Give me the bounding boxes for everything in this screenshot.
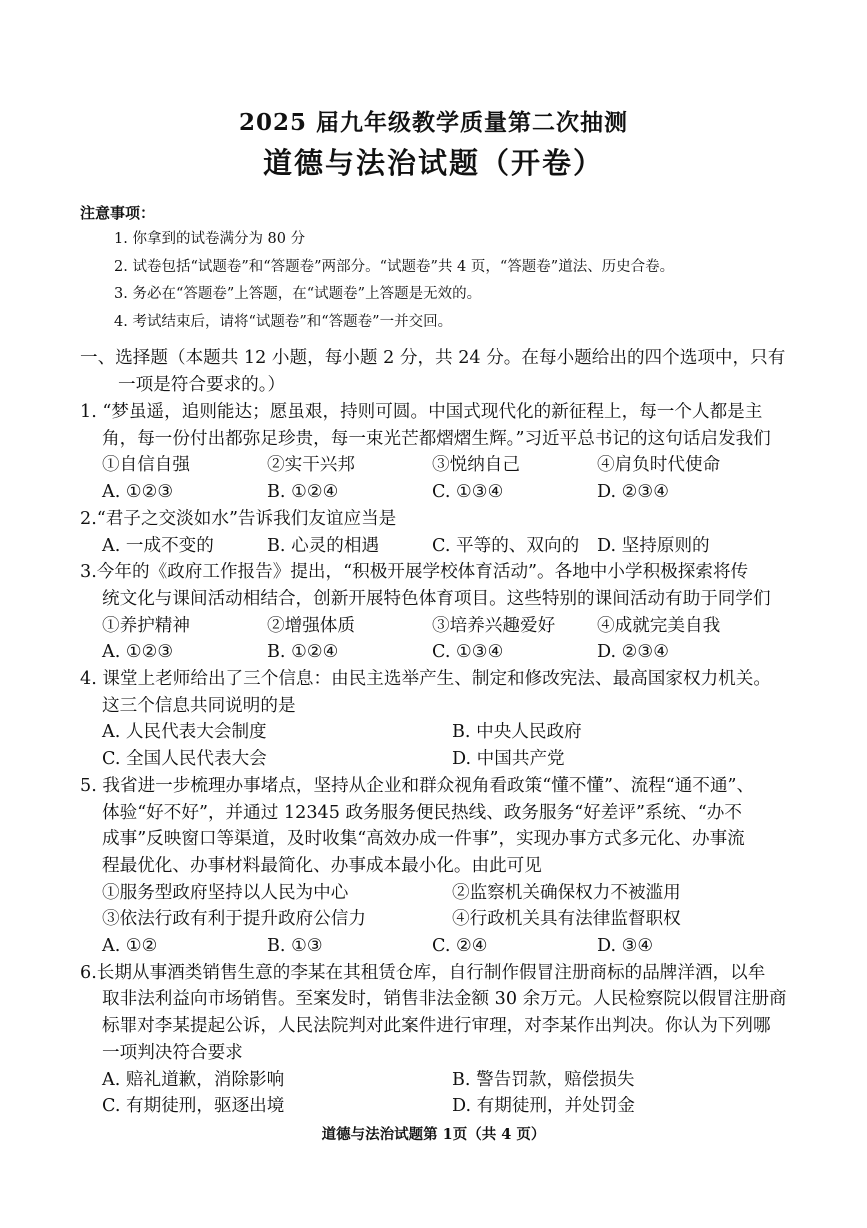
answer-option: D. ②③④: [597, 642, 669, 663]
answer-option: B. 心灵的相遇: [267, 535, 380, 556]
option-row: [80, 639, 805, 666]
question-6: [80, 960, 805, 1120]
question-1: [80, 399, 805, 506]
question-stem-line: 体验“好不好”，并通过 12345 政务服务便民热线、政务服务“好差评”系统、“办不: [102, 802, 742, 823]
option-row: [80, 479, 805, 506]
question-stem-line: 标罪对李某提起公诉，人民法院判对此案件进行审理，对李某作出判决。你认为下列哪: [102, 1016, 771, 1037]
note-item: 1. 你拿到的试卷满分为 80 分: [114, 231, 306, 247]
notes-block: [80, 200, 674, 336]
question-stem-line: 一项判决符合要求: [102, 1042, 243, 1063]
notes-heading: 注意事项：: [80, 204, 156, 222]
note-item: 4. 考试结束后，请将“试题卷”和“答题卷”一并交回。: [114, 313, 453, 330]
question-stem-line: 4. 课堂上老师给出了三个信息：由民主选举产生、制定和修改宪法、最高国家权力机关。: [80, 669, 771, 690]
note-item: 3. 务必在“答题卷”上答题，在“试题卷”上答题是无效的。: [114, 286, 482, 302]
question-stem-line: 1. “梦虽遥，追则能达；愿虽艰，持则可圆。中国式现代化的新征程上，每一个人都是主: [80, 402, 763, 422]
choice-item: ③悦纳自己: [432, 455, 520, 476]
answer-option: C. ①③④: [432, 482, 504, 503]
answer-option: D. 有期徒刑，并处罚金: [452, 1096, 636, 1117]
choice-item: ②监察机关确保权力不被滥用: [452, 882, 681, 903]
answer-option: D. ②③④: [597, 482, 669, 503]
option-row: [80, 533, 805, 560]
choice-item: ④成就完美自我: [597, 615, 721, 636]
answer-option: C. ①③④: [432, 642, 504, 663]
option-row: [80, 1067, 805, 1094]
question-5: [80, 773, 805, 960]
choice-row: [80, 452, 805, 479]
exam-subtitle: 道德与法治试题（开卷）: [262, 146, 604, 180]
answer-option: B. 中央人民政府: [452, 722, 582, 743]
option-row: [80, 719, 805, 746]
choice-item: ①自信自强: [102, 455, 190, 476]
page-footer: 道德与法治试题第 1页（共 4 页）: [321, 1126, 546, 1143]
answer-option: A. 人民代表大会制度: [102, 722, 267, 743]
choice-item: ②实干兴邦: [267, 455, 355, 476]
choice-item: ①养护精神: [102, 615, 190, 636]
answer-option: D. 中国共产党: [452, 749, 565, 770]
answer-option: D. 坚持原则的: [597, 535, 710, 556]
section-heading-line: 一、选择题（本题共 12 小题，每小题 2 分，共 24 分。在每小题给出的四个选项中，只有: [80, 348, 786, 368]
answer-option: B. 警告罚款，赔偿损失: [452, 1069, 635, 1090]
question-stem-line: 3.今年的《政府工作报告》提出，“积极开展学校体育活动”。各地中小学积极探索将传: [80, 562, 749, 583]
choice-item: ③培养兴趣爱好: [432, 615, 556, 636]
answer-option: A. ①②③: [102, 482, 174, 503]
question-stem-line: 5. 我省进一步梳理办事堵点，坚持从企业和群众视角看政策“懂不懂”、流程“通不通”、: [80, 775, 755, 796]
question-2: [80, 506, 805, 559]
answer-option: C. 有期徒刑，驱逐出境: [102, 1096, 285, 1117]
answer-option: B. ①③: [267, 936, 323, 957]
question-section: [80, 345, 805, 1120]
question-3: [80, 559, 805, 666]
answer-option: A. 赔礼道歉，消除影响: [102, 1069, 285, 1090]
question-stem-line: 程最优化、办事材料最简化、办事成本最小化。由此可见: [102, 855, 542, 876]
option-row: [80, 746, 805, 773]
question-stem-line: 统文化与课间活动相结合，创新开展特色体育项目。这些特别的课间活动有助于同学们: [102, 588, 771, 609]
answer-option: C. 平等的、双向的: [432, 535, 580, 556]
exam-title: 2025 届九年级教学质量第二次抽测: [238, 109, 629, 136]
section-heading-line: 一项是符合要求的。）: [118, 375, 286, 395]
answer-option: A. ①②: [102, 936, 158, 957]
answer-option: B. ①②④: [267, 482, 339, 503]
answer-option: C. 全国人民代表大会: [102, 749, 267, 770]
choice-item: ①服务型政府坚持以人民为中心: [102, 882, 349, 903]
question-stem-line: 角，每一份付出都弥足珍贵，每一束光芒都熠熠生辉。”习近平总书记的这句话启发我们: [102, 428, 771, 449]
option-row: [80, 933, 805, 960]
question-stem-line: 6.长期从事酒类销售生意的李某在其租赁仓库，自行制作假冒注册商标的品牌洋酒，以牟: [80, 962, 766, 983]
choice-item: ③依法行政有利于提升政府公信力: [102, 909, 366, 930]
answer-option: A. ①②③: [102, 642, 174, 663]
question-4: [80, 666, 805, 773]
note-item: 2. 试卷包括“试题卷”和“答题卷”两部分。“试题卷”共 4 页，“答题卷”道法、历史合卷。: [114, 258, 675, 275]
question-stem-line: 取非法利益向市场销售。至案发时，销售非法金额 30 余万元。人民检察院以假冒注册商: [102, 989, 787, 1010]
answer-option: C. ②④: [432, 936, 488, 957]
choice-item: ④行政机关具有法律监督职权: [452, 909, 681, 930]
choice-item: ④肩负时代使命: [597, 455, 721, 476]
answer-option: D. ③④: [597, 936, 654, 957]
choice-row: [80, 906, 805, 933]
choice-row: [80, 880, 805, 907]
section-heading: [80, 345, 805, 399]
question-stem-line: 2.“君子之交淡如水”告诉我们友谊应当是: [80, 508, 397, 529]
question-stem-line: 成事”反映窗口等渠道，及时收集“高效办成一件事”，实现办事方式多元化、办事流: [102, 829, 745, 850]
question-stem-line: 这三个信息共同说明的是: [102, 695, 296, 716]
answer-option: B. ①②④: [267, 642, 339, 663]
choice-row: [80, 613, 805, 640]
option-row: [80, 1093, 805, 1120]
answer-option: A. 一成不变的: [102, 535, 214, 556]
choice-item: ②增强体质: [267, 615, 355, 636]
